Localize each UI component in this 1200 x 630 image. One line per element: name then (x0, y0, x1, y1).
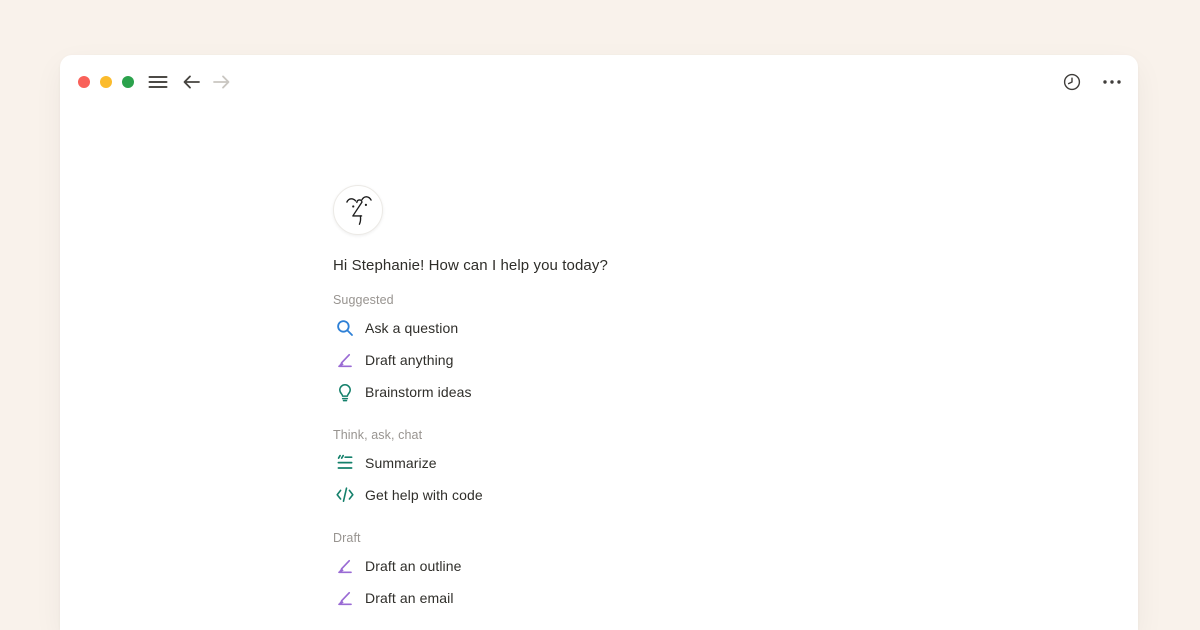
traffic-lights (78, 76, 134, 88)
back-arrow-icon[interactable] (182, 73, 201, 91)
suggestion-item[interactable] (333, 479, 933, 511)
section (333, 531, 933, 614)
assistant-panel (333, 185, 933, 614)
zoom-window-button[interactable] (122, 76, 134, 88)
suggestion-item[interactable] (333, 344, 933, 376)
assistant-greeting: Hi Stephanie! How can I help you today? (333, 257, 608, 274)
suggestion-item[interactable] (333, 582, 933, 614)
close-window-button[interactable] (78, 76, 90, 88)
pencil-icon (335, 588, 355, 608)
minimize-window-button[interactable] (100, 76, 112, 88)
suggestion-label: Draft an outline (365, 558, 462, 574)
history-icon[interactable] (1063, 73, 1081, 91)
section (333, 428, 933, 511)
section (333, 293, 933, 408)
section-label: Suggested (333, 293, 394, 307)
suggestion-label: Get help with code (365, 487, 483, 503)
suggestion-item[interactable] (333, 447, 933, 479)
suggestion-label: Draft an email (365, 590, 454, 606)
lightbulb-icon (335, 382, 355, 402)
more-icon[interactable] (1102, 79, 1122, 85)
section-label: Think, ask, chat (333, 428, 423, 442)
pencil-icon (335, 350, 355, 370)
suggestion-label: Brainstorm ideas (365, 384, 472, 400)
app-window (60, 55, 1138, 630)
assistant-avatar (333, 185, 383, 235)
suggestion-item[interactable] (333, 312, 933, 344)
assistant-face-icon (339, 190, 377, 230)
titlebar (60, 55, 1138, 109)
suggestion-label: Summarize (365, 455, 437, 471)
summarize-icon (335, 453, 355, 473)
code-icon (335, 485, 355, 505)
suggestion-sections (333, 293, 933, 614)
suggestion-item[interactable] (333, 550, 933, 582)
menu-icon[interactable] (148, 72, 168, 92)
suggestion-label: Ask a question (365, 320, 459, 336)
forward-arrow-icon[interactable] (212, 73, 231, 91)
section-label: Draft (333, 531, 361, 545)
suggestion-label: Draft anything (365, 352, 454, 368)
search-icon (335, 318, 355, 338)
pencil-icon (335, 556, 355, 576)
suggestion-item[interactable] (333, 376, 933, 408)
